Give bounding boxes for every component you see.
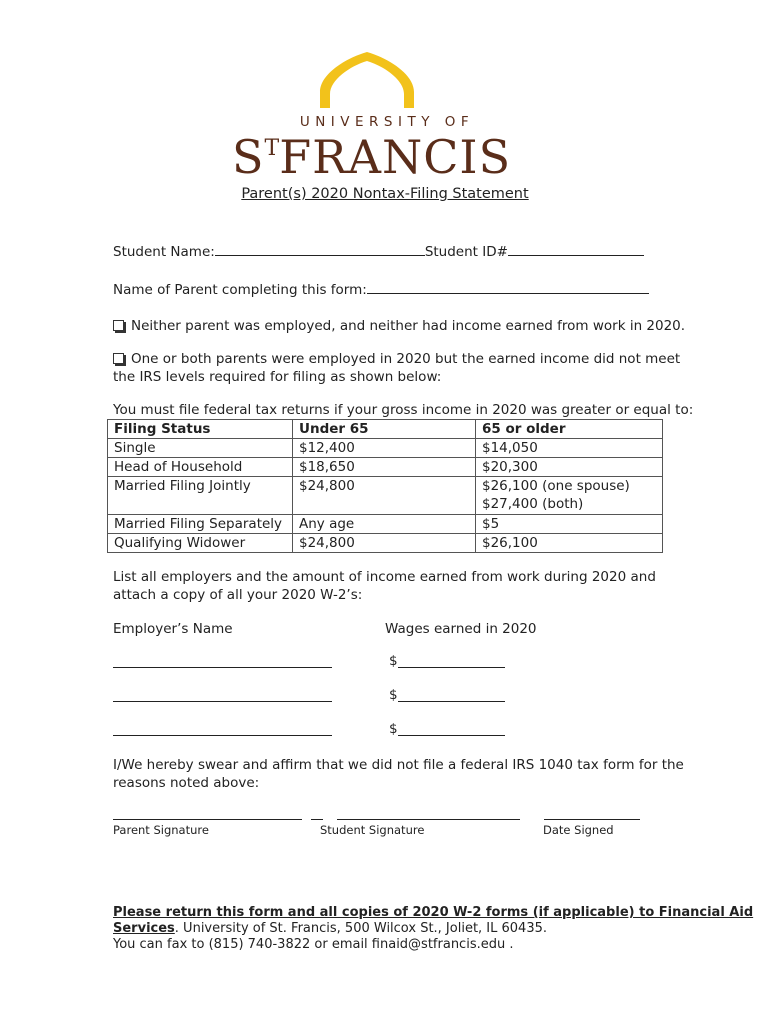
dollar-sign: $ — [389, 721, 398, 737]
table-cell-line1: $26,100 (one spouse) — [482, 478, 630, 494]
table-row — [108, 534, 663, 553]
table-cell: $24,800 — [293, 534, 476, 553]
employer-name-field-3[interactable] — [113, 735, 332, 736]
table-cell: $5 — [476, 515, 663, 534]
logo-st-francis — [232, 130, 532, 184]
table-row — [108, 458, 663, 477]
table-cell — [476, 477, 663, 515]
wages-heading: Wages earned in 2020 — [385, 621, 537, 637]
option-2 — [113, 350, 680, 386]
footer-contact: You can fax to (815) 740-3822 or email finaid@stfrancis.edu . — [113, 937, 514, 952]
table-cell: $20,300 — [476, 458, 663, 477]
table-row — [108, 477, 663, 515]
option-2-label-line1: One or both parents were employed in 2020 but the earned income did not meet — [131, 351, 681, 367]
table-header-cell: 65 or older — [476, 420, 663, 439]
affirmation-line2: reasons noted above: — [113, 775, 260, 791]
option-1-checkbox[interactable] — [113, 320, 124, 331]
table-cell: Single — [108, 439, 293, 458]
parent-signature-label: Parent Signature — [113, 823, 209, 837]
option-1 — [113, 317, 685, 335]
filing-requirements-table — [107, 419, 663, 553]
footer-address: . University of St. Francis, 500 Wilcox St., Joliet, IL 60435. — [174, 921, 548, 936]
parent-name-field[interactable] — [367, 293, 649, 294]
affirmation-text — [113, 756, 684, 792]
student-id-field[interactable] — [508, 255, 644, 256]
table-cell-line2: $27,400 (both) — [482, 496, 584, 512]
parent-signature-field[interactable] — [113, 819, 302, 820]
employers-instructions — [113, 568, 656, 604]
option-1-label: Neither parent was employed, and neither had income earned from work in 2020. — [131, 318, 686, 334]
table-cell: $18,650 — [293, 458, 476, 477]
footer-instructions — [113, 905, 753, 953]
table-header-cell: Filing Status — [108, 420, 293, 439]
student-name-field[interactable] — [215, 255, 425, 256]
footer-bold-line1: Please return this form and all copies of 2020 W-2 forms (if applicable) to Financial Aid — [113, 905, 754, 920]
student-signature-field[interactable] — [337, 819, 520, 820]
parent-name-label: Name of Parent completing this form: — [113, 282, 367, 298]
table-cell: Qualifying Widower — [108, 534, 293, 553]
table-cell: $26,100 — [476, 534, 663, 553]
logo-university-of: UNIVERSITY OF — [299, 114, 475, 130]
employers-line1: List all employers and the amount of income earned from work during 2020 and — [113, 569, 656, 585]
date-signed-field[interactable] — [544, 819, 640, 820]
student-name-label: Student Name: — [113, 244, 215, 260]
logo-arch-icon — [316, 52, 418, 110]
logo-francis: FRANCIS — [279, 130, 512, 184]
student-id-label: Student ID# — [424, 244, 508, 260]
wages-field-2[interactable] — [398, 701, 505, 702]
table-cell: Head of Household — [108, 458, 293, 477]
table-cell: $14,050 — [476, 439, 663, 458]
table-cell: $24,800 — [293, 477, 476, 515]
table-header-cell: Under 65 — [293, 420, 476, 439]
dollar-sign: $ — [389, 653, 398, 669]
employer-name-field-2[interactable] — [113, 701, 332, 702]
table-row — [108, 439, 663, 458]
table-cell: Married Filing Separately — [108, 515, 293, 534]
student-name-row — [113, 243, 644, 261]
date-signed-label: Date Signed — [543, 823, 614, 837]
page-title: Parent(s) 2020 Nontax-Filing Statement — [241, 186, 529, 202]
signature-separator — [311, 819, 323, 820]
table-header-row — [108, 420, 663, 439]
wages-field-1[interactable] — [398, 667, 505, 668]
logo-s: S — [232, 130, 265, 184]
dollar-sign: $ — [389, 687, 398, 703]
student-signature-label: Student Signature — [320, 823, 425, 837]
table-row — [108, 515, 663, 534]
table-cell: Married Filing Jointly — [108, 477, 293, 515]
table-cell: Any age — [293, 515, 476, 534]
table-intro: You must file federal tax returns if your gross income in 2020 was greater or equal to: — [113, 402, 694, 418]
footer-bold-line2: Services — [113, 921, 175, 936]
table-cell: $12,400 — [293, 439, 476, 458]
option-2-label-line2: the IRS levels required for filing as shown below: — [113, 369, 442, 385]
logo-t: T — [264, 136, 280, 161]
employer-name-heading: Employer’s Name — [113, 621, 233, 637]
employer-name-field-1[interactable] — [113, 667, 332, 668]
affirmation-line1: I/We hereby swear and affirm that we did not file a federal IRS 1040 tax form for the — [113, 757, 684, 773]
wages-field-3[interactable] — [398, 735, 505, 736]
option-2-checkbox[interactable] — [113, 353, 124, 364]
parent-name-row — [113, 281, 649, 299]
employers-line2: attach a copy of all your 2020 W-2’s: — [113, 587, 363, 603]
